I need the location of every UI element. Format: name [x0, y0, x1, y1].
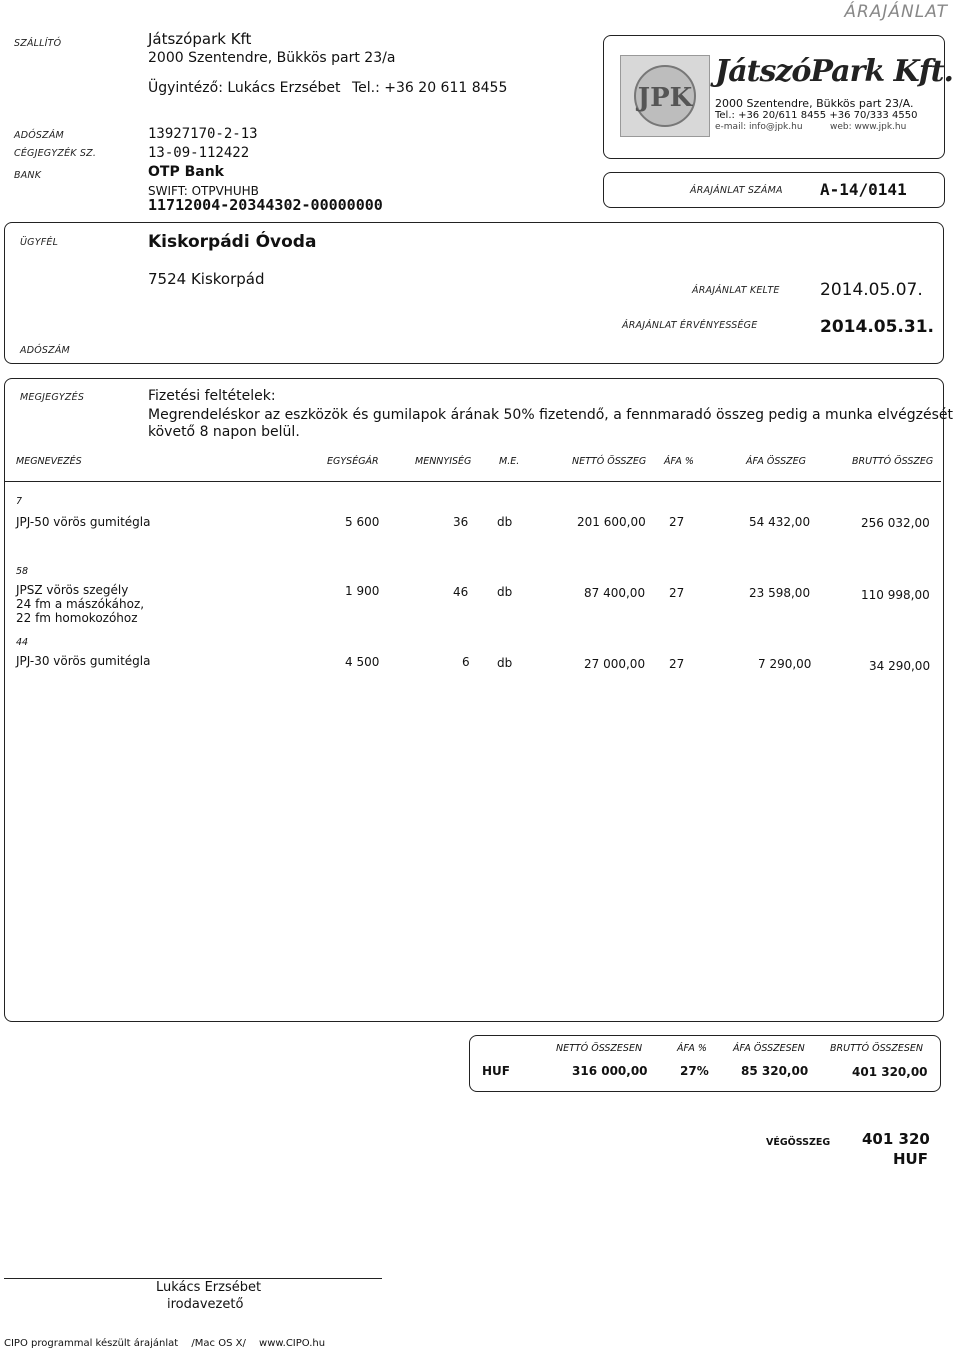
- header-quantity: MENNYISÉG: [415, 456, 472, 467]
- supplier-bank: OTP Bank: [148, 164, 224, 180]
- totals-header-gross: BRUTTÓ ÖSSZESEN: [830, 1043, 924, 1054]
- row-net: 27 000,00: [584, 657, 646, 671]
- supplier-bank-label: BANK: [14, 170, 42, 181]
- row-name: JPJ-50 vörös gumitégla: [16, 515, 151, 529]
- row-unit-price: 5 600: [345, 515, 380, 529]
- quote-number-label: ÁRAJÁNLAT SZÁMA: [690, 185, 783, 196]
- customer-name: Kiskorpádi Óvoda: [148, 232, 317, 252]
- final-sum-value: 401 320: [862, 1130, 930, 1148]
- totals-header-vat-pct: ÁFA %: [677, 1043, 707, 1054]
- row-uom: db: [497, 656, 513, 670]
- signature-name: Lukács Erzsébet: [156, 1280, 262, 1295]
- supplier-name: Játszópark Kft: [148, 30, 252, 48]
- supplier-reg-label: CÉGJEGYZÉK SZ.: [14, 148, 97, 159]
- row-unit-price: 1 900: [345, 584, 380, 598]
- quote-number: A-14/0141: [820, 180, 907, 199]
- table-row: [0, 496, 960, 536]
- table-row: [0, 637, 960, 677]
- footer-web: www.CIPO.hu: [259, 1338, 326, 1349]
- signature-line: [4, 1278, 382, 1279]
- footer-program: CIPO programmal készült árajánlat: [4, 1338, 179, 1349]
- issued-label: ÁRAJÁNLAT KELTE: [692, 285, 780, 296]
- supplier-label: SZÁLLÍTÓ: [14, 38, 62, 49]
- footer: [4, 1338, 325, 1349]
- row-gross: 256 032,00: [861, 516, 930, 530]
- totals-vat-pct: 27%: [680, 1064, 709, 1078]
- row-uom: db: [497, 515, 513, 529]
- customer-label: ÜGYFÉL: [20, 237, 59, 248]
- issued-date: 2014.05.07.: [820, 280, 923, 300]
- logo-tel: Tel.: +36 20/611 8455 +36 70/333 4550: [715, 110, 918, 121]
- header-vat-pct: ÁFA %: [664, 456, 694, 467]
- row-gross: 34 290,00: [869, 659, 931, 673]
- row-vat: 7 290,00: [758, 657, 812, 671]
- final-sum-label: VÉGÖSSZEG: [766, 1137, 831, 1148]
- row-net: 201 600,00: [577, 515, 646, 529]
- row-net: 87 400,00: [584, 586, 646, 600]
- row-code: 7: [16, 496, 23, 507]
- svg-text:JPK: JPK: [637, 83, 693, 113]
- header-divider: [5, 481, 941, 482]
- row-vat-pct: 27: [669, 586, 685, 600]
- row-gross: 110 998,00: [861, 588, 930, 602]
- row-name-line-3: 22 fm homokozóhoz: [16, 611, 138, 625]
- header-gross: BRUTTÓ ÖSSZEG: [852, 456, 934, 467]
- header-vat: ÁFA ÖSSZEG: [746, 456, 806, 467]
- row-name-line-2: 24 fm a mászókához,: [16, 597, 145, 611]
- table-header-row: [0, 456, 960, 472]
- row-name: JPSZ vörös szegély: [16, 583, 129, 597]
- totals-currency: HUF: [482, 1064, 510, 1078]
- row-code: 58: [16, 566, 29, 577]
- row-qty: 6: [462, 655, 470, 669]
- logo-email: e-mail: info@jpk.hu: [715, 122, 803, 132]
- final-sum-currency: HUF: [893, 1150, 928, 1168]
- logo-emblem: [620, 55, 710, 137]
- totals-header-net: NETTÓ ÖSSZESEN: [556, 1043, 643, 1054]
- document-title: ÁRAJÁNLAT: [844, 2, 948, 22]
- customer-tax-label: ADÓSZÁM: [20, 345, 70, 356]
- note-line-1: Fizetési feltételek:: [148, 388, 276, 404]
- row-qty: 36: [453, 515, 469, 529]
- customer-box: [4, 222, 944, 364]
- valid-date: 2014.05.31.: [820, 317, 935, 337]
- row-name: JPJ-30 vörös gumitégla: [16, 654, 151, 668]
- customer-address: 7524 Kiskorpád: [148, 270, 265, 288]
- header-net: NETTÓ ÖSSZEG: [572, 456, 647, 467]
- note-line-2: Megrendeléskor az eszközök és gumilapok árának 50% fizetendő, a fennmaradó összeg pedig a munka elvégzését: [148, 407, 953, 423]
- supplier-tax-label: ADÓSZÁM: [14, 130, 64, 141]
- row-code: 44: [16, 637, 29, 648]
- header-unit-price: EGYSÉGÁR: [327, 456, 379, 467]
- supplier-swift: SWIFT: OTPVHUHB: [148, 184, 259, 198]
- supplier-phone: Tel.: +36 20 611 8455: [352, 80, 508, 96]
- totals-net: 316 000,00: [572, 1064, 648, 1078]
- row-unit-price: 4 500: [345, 655, 380, 669]
- note-line-3: követő 8 napon belül.: [148, 424, 300, 440]
- row-vat: 54 432,00: [749, 515, 811, 529]
- signature-role: irodavezető: [167, 1297, 244, 1312]
- row-vat-pct: 27: [669, 515, 685, 529]
- row-uom: db: [497, 585, 513, 599]
- footer-os: /Mac OS X/: [191, 1338, 246, 1349]
- row-vat-pct: 27: [669, 657, 685, 671]
- items-box: [4, 378, 944, 1022]
- logo-address: 2000 Szentendre, Bükkös part 23/A.: [715, 97, 914, 110]
- note-label: MEGJEGYZÉS: [20, 392, 85, 403]
- totals-gross: 401 320,00: [852, 1065, 928, 1079]
- logo-web: web: www.jpk.hu: [830, 122, 907, 132]
- totals-header-vat: ÁFA ÖSSZESEN: [733, 1043, 805, 1054]
- row-vat: 23 598,00: [749, 586, 811, 600]
- table-row: [0, 566, 960, 630]
- logo-emblem-icon: [621, 56, 709, 136]
- supplier-address: 2000 Szentendre, Bükkös part 23/a: [148, 50, 396, 66]
- row-qty: 46: [453, 585, 469, 599]
- supplier-reg: 13-09-112422: [148, 145, 250, 161]
- valid-label: ÁRAJÁNLAT ÉRVÉNYESSÉGE: [622, 320, 758, 331]
- totals-vat: 85 320,00: [741, 1064, 809, 1078]
- supplier-tax: 13927170-2-13: [148, 126, 258, 142]
- supplier-account: 11712004-20344302-00000000: [148, 196, 383, 214]
- header-uom: M.E.: [499, 456, 520, 467]
- supplier-contact: Ügyintéző: Lukács Erzsébet: [148, 80, 341, 96]
- header-name: MEGNEVEZÉS: [16, 456, 82, 467]
- logo-wordmark: JátszóPark Kft.: [715, 54, 953, 89]
